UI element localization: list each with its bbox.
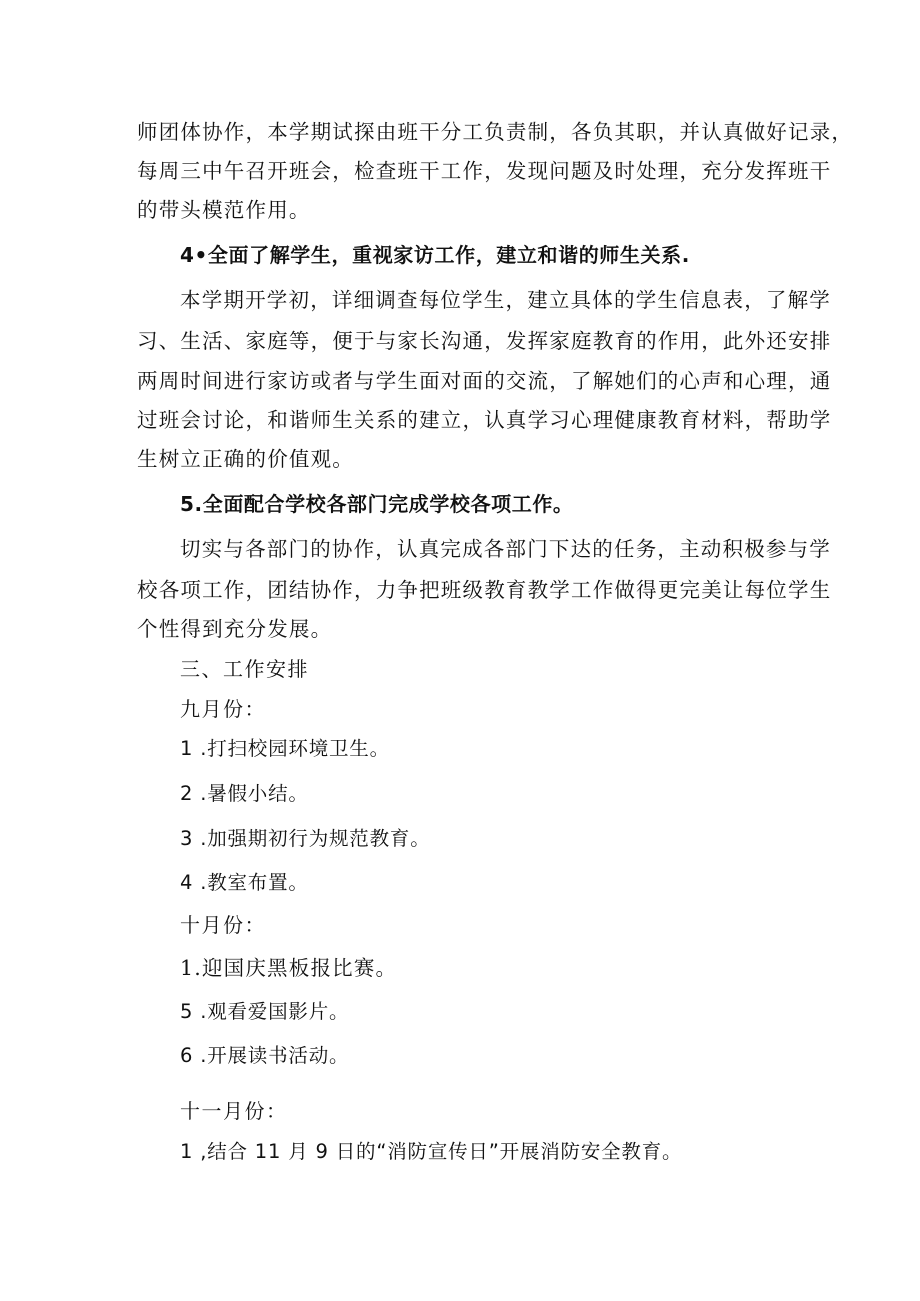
october-item-1: 1.迎国庆黑板报比赛。 — [180, 956, 398, 980]
november-item-1: 1 ,结合 11 月 9 日的“消防宣传日”开展消防安全教育。 — [180, 1140, 683, 1163]
paragraph-3-line-3: 个性得到充分发展。 — [137, 617, 333, 641]
september-item-4: 4 .教室布置。 — [180, 871, 309, 894]
september-item-1: 1 .打扫校园环境卫生。 — [180, 737, 390, 760]
paragraph-1-line-1: 师团体协作，本学期试探由班干分工负责制，各负其职，并认真做好记录， — [137, 120, 854, 144]
paragraph-2-line-3: 两周时间进行家访或者与学生面对面的交流，了解她们的心声和心理，通 — [137, 369, 832, 393]
paragraph-2-line-4: 过班会讨论，和谐师生关系的建立，认真学习心理健康教育材料，帮助学 — [137, 408, 832, 432]
september-item-3: 3 .加强期初行为规范教育。 — [180, 827, 431, 850]
month-title-november: 十一月份： — [180, 1099, 288, 1123]
paragraph-2-line-5: 生树立正确的价值观。 — [137, 447, 354, 471]
paragraph-1-line-3: 的带头模范作用。 — [137, 198, 311, 222]
heading-item-4: 4•全面了解学生，重视家访工作，建立和谐的师生关系. — [180, 243, 690, 267]
month-title-september: 九月份： — [180, 697, 266, 721]
paragraph-3-line-1: 切实与各部门的协作，认真完成各部门下达的任务，主动积极参与学 — [180, 537, 831, 561]
paragraph-2-line-2: 习、生活、家庭等，便于与家长沟通，发挥家庭教育的作用，此外还安排 — [137, 329, 832, 353]
september-item-2: 2 .暑假小结。 — [180, 782, 309, 805]
october-item-2: 5 .观看爱国影片。 — [180, 1000, 350, 1023]
paragraph-2-line-1: 本学期开学初，详细调查每位学生，建立具体的学生信息表，了解学 — [180, 288, 831, 312]
paragraph-3-line-2: 校各项工作，团结协作，力争把班级教育教学工作做得更完美让每位学生 — [137, 578, 832, 602]
month-title-october: 十月份： — [180, 913, 266, 937]
paragraph-1-line-2: 每周三中午召开班会，检查班干工作，发现问题及时处理，充分发挥班干 — [137, 159, 832, 183]
section-title-work-schedule: 三、工作安排 — [180, 657, 309, 681]
heading-item-5: 5.全面配合学校各部门完成学校各项工作。 — [180, 492, 574, 516]
october-item-3: 6 .开展读书活动。 — [180, 1044, 350, 1067]
